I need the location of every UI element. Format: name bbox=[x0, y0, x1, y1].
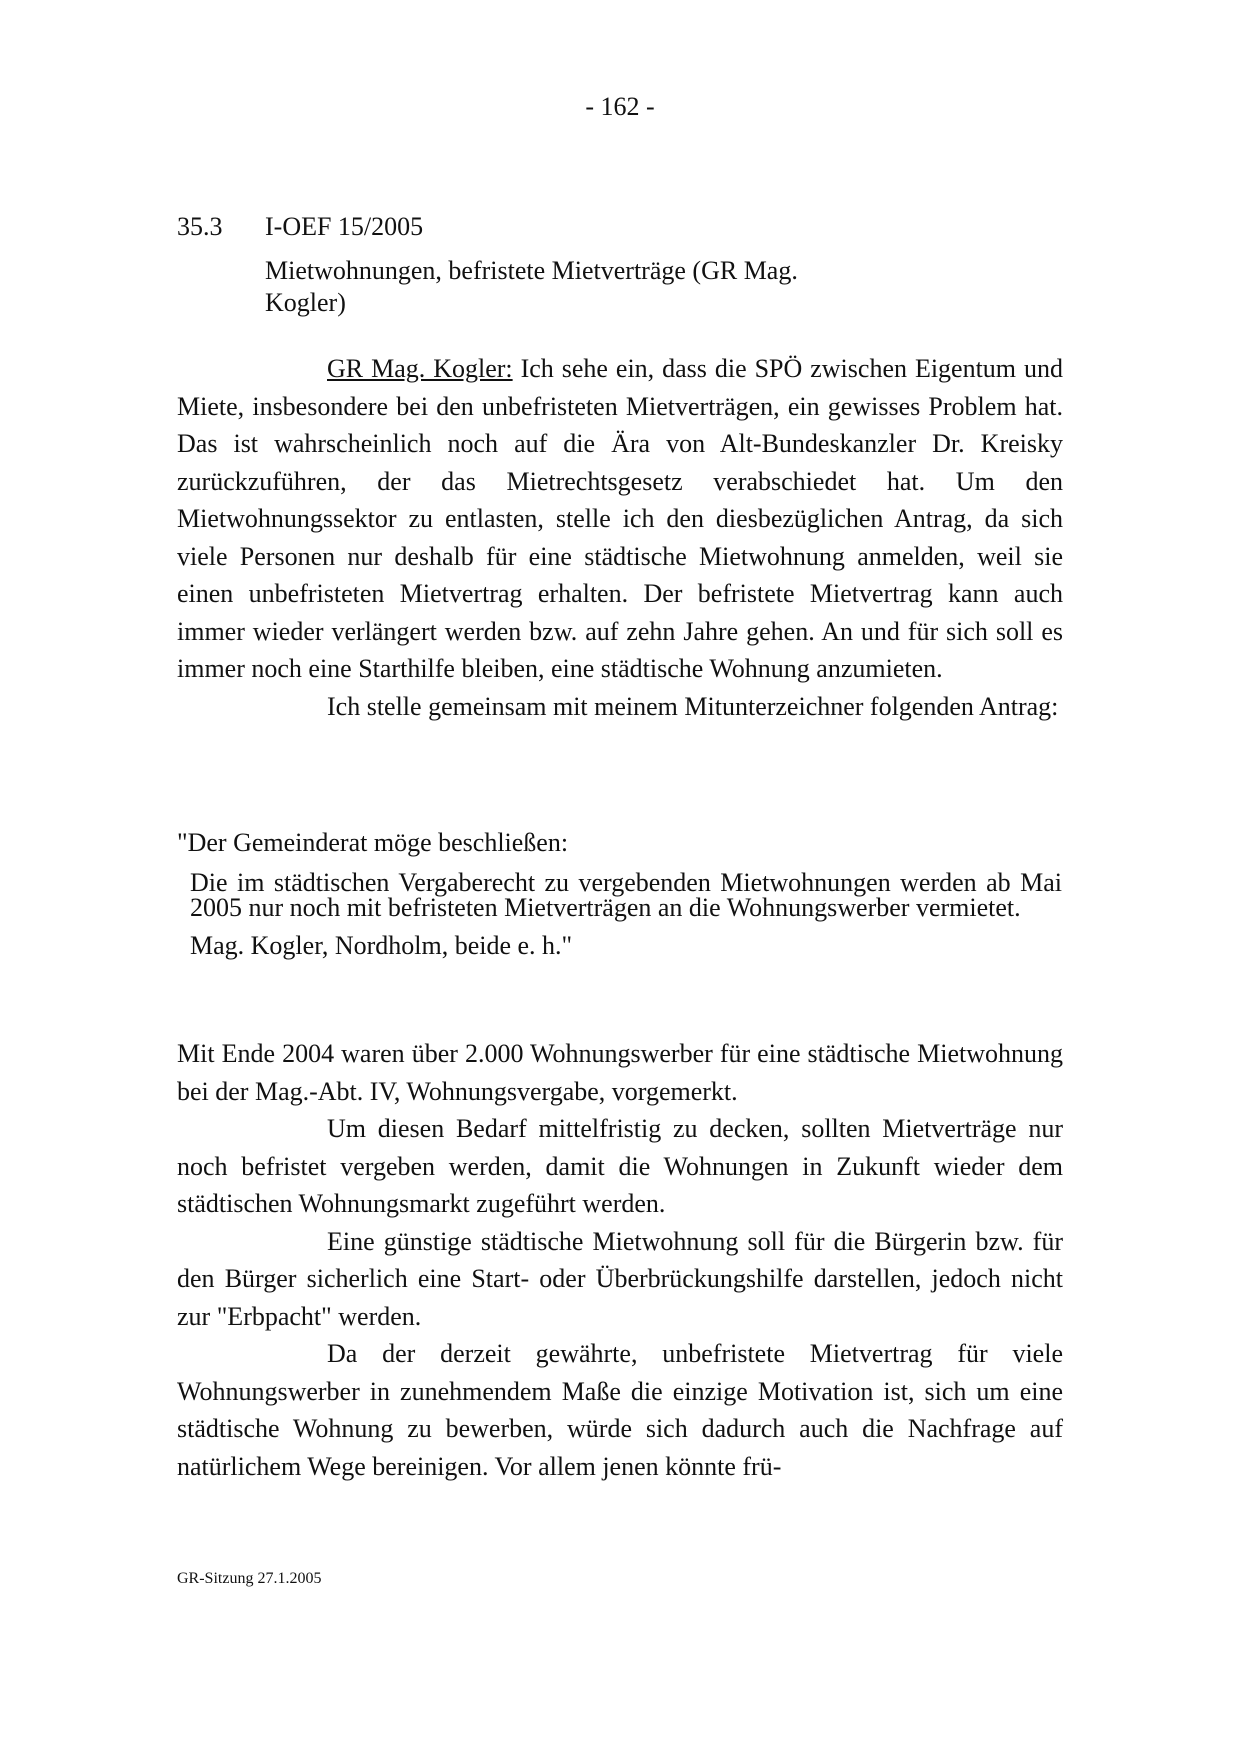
speech-text: Ich sehe ein, dass die SPÖ zwischen Eigentum und Miete, insbesondere bei den unbefristeten Mietverträgen, ein gewisses Problem hat. Das ist wahrscheinlich noch auf die Ära von Alt-Bundeskanzler Dr. Kreisky zurückzuführen, der das Mietrechtsgesetz verabschiedet hat. Um den Mietwohnungssektor zu entlasten, stelle ich den diesbezüglichen Antrag, da sich viele Personen nur deshalb für eine städtische Mietwohnung anmelden, weil sie einen unbefristeten Mietvertrag erhalten. Der befristete Mietvertrag kann auch immer wieder verlängert werden bzw. auf zehn Jahre gehen. An und für sich soll es immer noch eine Starthilfe bleiben, eine städtische Wohnung anzumieten. bbox=[177, 354, 1063, 683]
explanation-paragraph-2: Um diesen Bedarf mittelfristig zu decken, sollten Mietverträge nur noch befristet vergeben werden, damit die Wohnungen in Zukunft wieder dem städtischen Wohnungsmarkt zugeführt werden. bbox=[177, 1114, 1063, 1218]
motion-signers: Mag. Kogler, Nordholm, beide e. h." bbox=[190, 931, 573, 960]
page-number: - 162 - bbox=[585, 92, 655, 121]
item-number: 35.3 bbox=[177, 212, 223, 241]
speech-paragraph bbox=[177, 350, 1063, 688]
explanation-paragraph-4: Da der derzeit gewährte, unbefristete Mietvertrag für viele Wohnungswerber in zunehmendem Maße die einzige Motivation ist, sich um eine städtische Wohnung zu bewerben, würde sich dadurch auch die Nachfrage auf natürlichem Wege bereinigen. Vor allem jenen könnte frü- bbox=[177, 1339, 1063, 1481]
footer-session-date: GR-Sitzung 27.1.2005 bbox=[177, 1570, 322, 1587]
motion-text: Die im städtischen Vergaberecht zu vergebenden Mietwohnungen werden ab Mai 2005 nur noch mit befristeten Mietverträgen an die Wohnungswerber vermietet. bbox=[190, 868, 1062, 922]
item-subject: Mietwohnungen, befristete Mietverträge (GR Mag. Kogler) bbox=[265, 256, 798, 317]
speech-section bbox=[177, 350, 1063, 725]
explanation-paragraph-3: Eine günstige städtische Mietwohnung soll für die Bürgerin bzw. für den Bürger sicherlich eine Start- oder Überbrückungshilfe darstellen, jedoch nicht zur "Erbpacht" werden. bbox=[177, 1226, 1063, 1331]
speech-paragraph-2: Ich stelle gemeinsam mit meinem Mitunterzeichner folgenden Antrag: bbox=[327, 691, 1059, 721]
item-code: I-OEF 15/2005 bbox=[265, 212, 424, 241]
motion-block bbox=[190, 870, 1062, 962]
item-heading bbox=[177, 211, 423, 243]
motion-opening: "Der Gemeinderat möge beschließen: bbox=[177, 828, 569, 857]
speaker-name: GR Mag. Kogler: bbox=[327, 354, 513, 383]
explanation-paragraph-1: Mit Ende 2004 waren über 2.000 Wohnungswerber für eine städtische Mietwohnung bei der Mag.-Abt. IV, Wohnungsvergabe, vorgemerkt. bbox=[177, 1039, 1063, 1106]
explanation-section bbox=[177, 1035, 1063, 1485]
